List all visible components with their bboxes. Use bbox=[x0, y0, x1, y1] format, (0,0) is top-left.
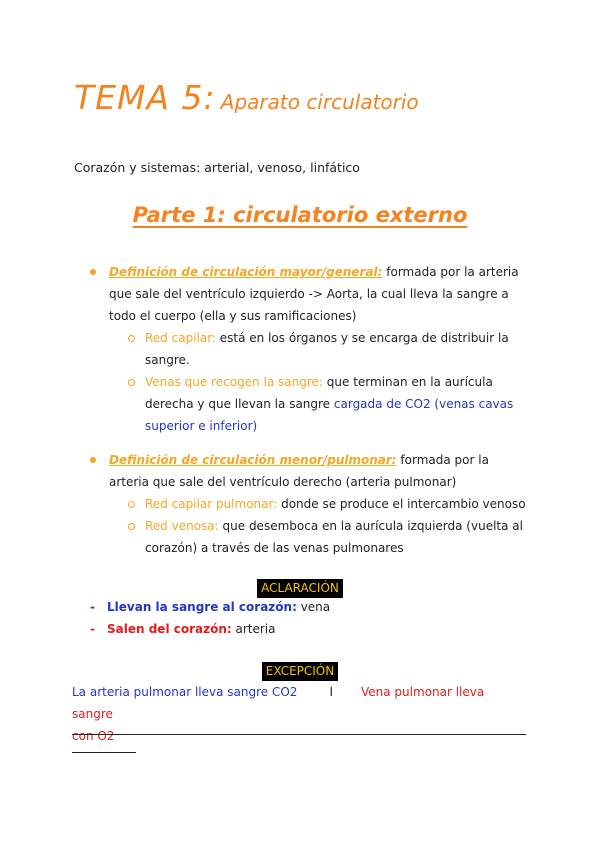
menor-sub-text: donde se produce el intercambio venoso bbox=[277, 497, 526, 511]
mayor-sub-item bbox=[90, 327, 530, 371]
mayor-sub-text: está en los órganos y se encarga de distribuir la sangre. bbox=[145, 331, 509, 367]
list-item bbox=[90, 596, 330, 618]
mayor-sub-label: Red capilar: bbox=[145, 331, 216, 345]
mayor-sub-item bbox=[90, 371, 530, 437]
mayor-sub-text: que terminan en la aurícula derecha y que llevan la sangre bbox=[145, 375, 493, 411]
menor-label: Definición de circulación menor/pulmonar: bbox=[109, 453, 397, 467]
part-heading: Parte 1: circulatorio externo bbox=[132, 203, 468, 227]
excepcion-tag-text: EXCEPCIÓN bbox=[262, 662, 338, 681]
menor-sub-item bbox=[90, 515, 530, 559]
title-main: TEMA 5: bbox=[74, 78, 216, 117]
page-title bbox=[74, 78, 419, 117]
excepcion-tag bbox=[0, 660, 600, 681]
excepcion-separator: I bbox=[329, 685, 333, 699]
menor-sub-item bbox=[90, 493, 530, 515]
menor-sub-label: Red capilar pulmonar: bbox=[145, 497, 278, 511]
aclaracion-tag-text: ACLARACIÓN bbox=[257, 579, 343, 598]
menor-sub-label: Red venosa: bbox=[145, 519, 219, 533]
mayor-definition bbox=[90, 261, 530, 327]
aclaracion-bold-blue: Llevan la sangre al corazón: bbox=[107, 600, 297, 614]
mayor-text: formada por la arteria que sale del ventrículo izquierdo -> Aorta, la cual lleva la sangre a todo el cuerpo (ella y sus ramificaciones) bbox=[109, 265, 519, 323]
aclaracion-tag bbox=[0, 577, 600, 598]
menor-definition bbox=[90, 449, 530, 493]
mayor-section bbox=[90, 261, 530, 437]
mayor-sub-label: Venas que recogen la sangre: bbox=[145, 375, 323, 389]
divider-line-short bbox=[72, 752, 136, 753]
menor-section bbox=[90, 449, 530, 559]
intro-line: Corazón y sistemas: arterial, venoso, linfático bbox=[74, 160, 360, 175]
mayor-label: Definición de circulación mayor/general: bbox=[109, 265, 383, 279]
aclaracion-list bbox=[90, 596, 330, 640]
aclaracion-bold-red: Salen del corazón: bbox=[107, 622, 232, 636]
excepcion-text bbox=[72, 681, 526, 747]
aclaracion-text: vena bbox=[296, 600, 331, 614]
aclaracion-text: arteria bbox=[231, 622, 276, 636]
list-item bbox=[90, 618, 330, 640]
menor-sub-text: que desemboca en la aurícula izquierda (vuelta al corazón) a través de las venas pulmonares bbox=[145, 519, 523, 555]
divider-line bbox=[72, 734, 526, 735]
menor-text: formada por la arteria que sale del ventrículo derecho (arteria pulmonar) bbox=[109, 453, 489, 489]
title-sub: Aparato circulatorio bbox=[220, 90, 419, 114]
excepcion-right-cont: con O2 bbox=[72, 729, 115, 743]
excepcion-right: Vena pulmonar lleva sangre bbox=[72, 685, 485, 721]
mayor-sub-blue-text: cargada de CO2 (venas cavas superior e inferior) bbox=[145, 397, 514, 433]
excepcion-left: La arteria pulmonar lleva sangre CO2 bbox=[72, 685, 298, 699]
